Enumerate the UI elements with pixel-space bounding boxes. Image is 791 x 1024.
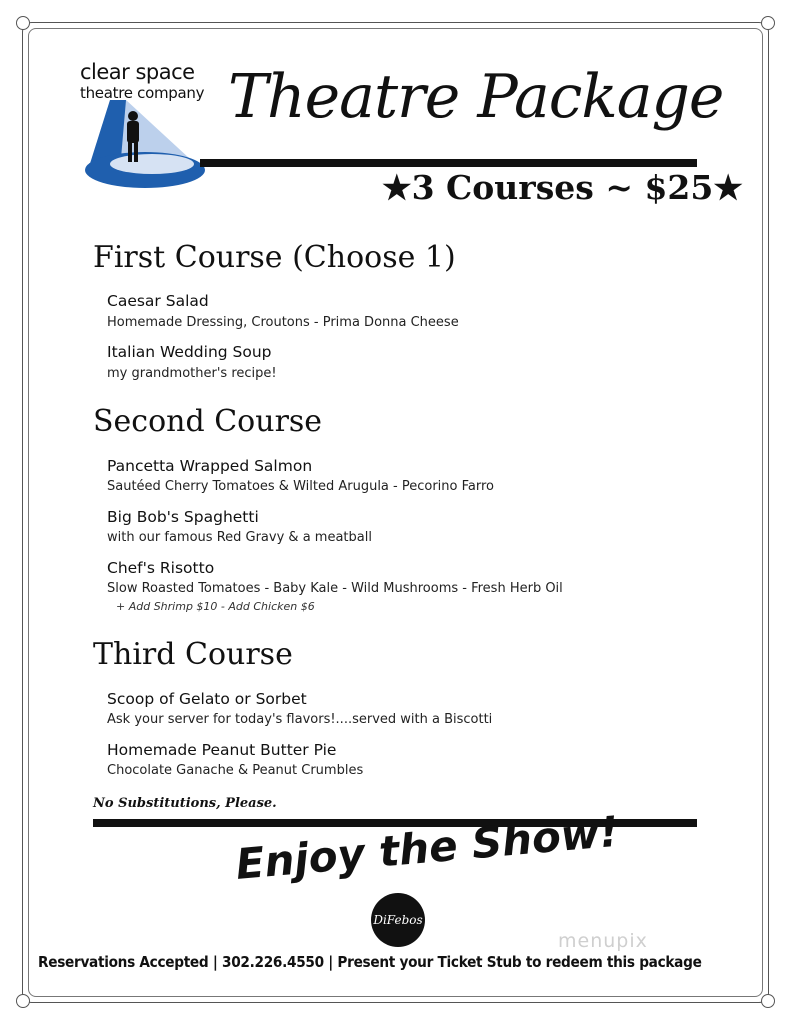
restaurant-logo: DiFebos [371, 893, 425, 947]
border-corner-ornament [761, 994, 775, 1008]
menu-item-description: Chocolate Ganache & Peanut Crumbles [107, 763, 364, 778]
footer-reservations: Reservations Accepted | 302.226.4550 | Present your Ticket Stub to redeem this package [38, 953, 702, 971]
title-divider [200, 159, 697, 167]
menu-item-name: Chef's Risotto [107, 559, 215, 577]
menu-item-description: my grandmother's recipe! [107, 366, 277, 381]
spotlight-logo-icon [80, 100, 210, 192]
section-title-second-course: Second Course [93, 404, 323, 439]
page-title: Theatre Package [228, 62, 724, 132]
menu-item-description: Homemade Dressing, Croutons - Prima Donna Cheese [107, 315, 459, 330]
watermark: menupix [558, 930, 648, 952]
enjoy-the-show-banner: Enjoy the Show! [233, 806, 621, 889]
price-subtitle: ★3 Courses ~ $25★ [382, 168, 743, 207]
border-corner-ornament [761, 16, 775, 30]
menu-item-name: Scoop of Gelato or Sorbet [107, 690, 307, 708]
menu-item-name: Big Bob's Spaghetti [107, 508, 259, 526]
menu-item-name: Caesar Salad [107, 292, 209, 310]
logo-line-2: theatre company [80, 84, 205, 102]
border-corner-ornament [16, 994, 30, 1008]
logo-line-1: clear space [80, 60, 195, 84]
menu-item-name: Pancetta Wrapped Salmon [107, 457, 313, 475]
menu-item-addon: + Add Shrimp $10 - Add Chicken $6 [116, 600, 315, 613]
border-corner-ornament [16, 16, 30, 30]
menu-item-name: Homemade Peanut Butter Pie [107, 741, 337, 759]
menu-item-description: with our famous Red Gravy & a meatball [107, 530, 372, 545]
section-title-third-course: Third Course [93, 637, 293, 672]
menu-item-description: Sautéed Cherry Tomatoes & Wilted Arugula - Pecorino Farro [107, 479, 494, 494]
menu-item-description: Ask your server for today's flavors!....served with a Biscotti [107, 712, 493, 727]
section-title-first-course: First Course (Choose 1) [93, 240, 456, 275]
substitution-note: No Substitutions, Please. [93, 796, 277, 811]
menu-item-description: Slow Roasted Tomatoes - Baby Kale - Wild Mushrooms - Fresh Herb Oil [107, 581, 563, 596]
menu-item-name: Italian Wedding Soup [107, 343, 272, 361]
